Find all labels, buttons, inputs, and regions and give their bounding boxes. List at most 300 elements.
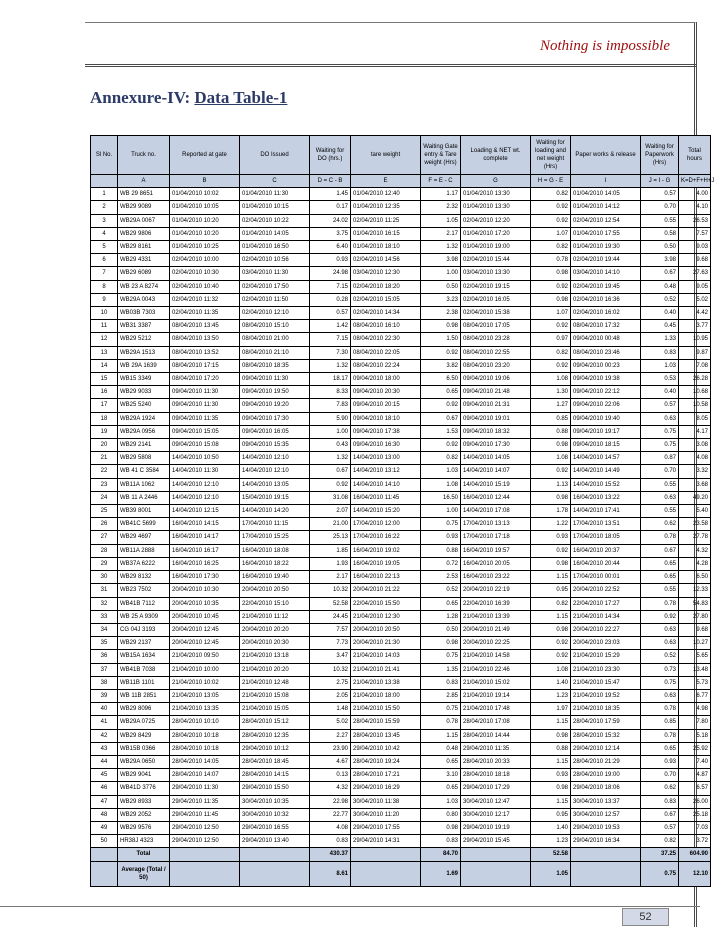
table-cell: 30/04/2010 12:17 — [461, 808, 531, 821]
table-cell: 21/04/2010 19:14 — [461, 689, 531, 702]
table-cell: 0.70 — [641, 465, 679, 478]
table-cell: 28/04/2010 14:44 — [461, 729, 531, 742]
table-cell: 16/04/2010 16:25 — [170, 557, 240, 570]
table-cell: 24.02 — [310, 214, 351, 227]
table-cell: 0.92 — [421, 439, 461, 452]
table-cell: 02/04/2010 18:20 — [351, 280, 421, 293]
table-cell: 20/04/2010 21:30 — [351, 637, 421, 650]
table-cell: 09/04/2010 16:05 — [240, 425, 310, 438]
table-cell: 03/04/2010 11:30 — [240, 267, 310, 280]
annexure-prefix: Annexure-IV: — [90, 88, 191, 107]
table-cell: 0.92 — [531, 280, 571, 293]
table-cell: 20/04/2010 22:27 — [571, 623, 641, 636]
table-cell: 40 — [91, 703, 118, 716]
table-cell: WB41C 5699 — [118, 518, 170, 531]
table-cell: 08/04/2010 16:10 — [351, 320, 421, 333]
table-cell: 14/04/2010 14:57 — [571, 452, 641, 465]
table-cell: 01/04/2010 19:00 — [461, 241, 531, 254]
table-cell: 22/04/2010 16:39 — [461, 597, 531, 610]
table-cell: 21/04/2010 13:35 — [170, 703, 240, 716]
table-cell: 0.93 — [421, 531, 461, 544]
table-cell: 0.95 — [531, 808, 571, 821]
table-cell: 0.65 — [421, 386, 461, 399]
table-cell: 21/04/2010 13:18 — [240, 650, 310, 663]
table-cell: 16/04/2010 14:15 — [170, 518, 240, 531]
table-cell: 30/04/2010 10:35 — [240, 795, 310, 808]
table-cell: 6.57 — [679, 782, 711, 795]
table-cell: 0.55 — [641, 214, 679, 227]
table-cell: 28/04/2010 13:45 — [351, 729, 421, 742]
table-cell: 0.92 — [531, 650, 571, 663]
table-cell: 09/04/2010 19:38 — [571, 373, 641, 386]
table-cell: 08/04/2010 15:10 — [240, 320, 310, 333]
table-row — [91, 201, 711, 214]
table-cell: 21 — [91, 452, 118, 465]
average-h: 1.05 — [531, 861, 571, 886]
table-cell: WB15 3349 — [118, 373, 170, 386]
table-cell: 1.35 — [421, 663, 461, 676]
table-cell: 0.85 — [641, 716, 679, 729]
table-cell: 16/04/2010 20:05 — [461, 557, 531, 570]
table-cell: 5.18 — [679, 729, 711, 742]
table-cell: 1.33 — [641, 333, 679, 346]
table-cell: 0.45 — [641, 320, 679, 333]
table-cell: 09/04/2010 19:01 — [461, 412, 531, 425]
table-cell: WB41D 3776 — [118, 782, 170, 795]
table-cell: 0.70 — [641, 201, 679, 214]
table-cell: 08/04/2010 17:15 — [170, 359, 240, 372]
table-cell: WB25 5240 — [118, 399, 170, 412]
table-cell: 08/04/2010 22:05 — [351, 346, 421, 359]
table-cell: 6.50 — [679, 571, 711, 584]
table-cell: 29/04/2010 10:12 — [240, 742, 310, 755]
table-cell: 2.17 — [310, 571, 351, 584]
table-cell: WB29 4697 — [118, 531, 170, 544]
formula-cell: E — [351, 175, 421, 188]
table-cell: 09/04/2010 19:50 — [240, 386, 310, 399]
table-cell: 0.55 — [641, 584, 679, 597]
table-cell: 29/04/2010 12:14 — [571, 742, 641, 755]
table-cell: 0.63 — [641, 623, 679, 636]
table-cell: 10.32 — [310, 584, 351, 597]
table-cell: 0.62 — [641, 782, 679, 795]
table-cell: 21/04/2010 21:41 — [351, 663, 421, 676]
table-cell: 44 — [91, 755, 118, 768]
table-cell: 1.27 — [531, 399, 571, 412]
table-cell: 3.82 — [421, 359, 461, 372]
table-cell: 1.08 — [531, 663, 571, 676]
table-cell: WB29 2141 — [118, 439, 170, 452]
table-cell: 14/04/2010 17:41 — [571, 505, 641, 518]
table-cell: 08/04/2010 13:52 — [170, 346, 240, 359]
table-cell: 21/04/2010 14:34 — [571, 610, 641, 623]
table-cell: 4.98 — [679, 703, 711, 716]
table-cell: 20/04/2010 10:30 — [170, 584, 240, 597]
table-cell: 1.08 — [531, 452, 571, 465]
table-cell: WB03B 7303 — [118, 307, 170, 320]
table-cell: 36 — [91, 650, 118, 663]
table-cell: WB29 8161 — [118, 241, 170, 254]
table-cell: HR38J 4323 — [118, 835, 170, 848]
table-cell: 4.32 — [310, 782, 351, 795]
table-cell: 0.78 — [641, 703, 679, 716]
table-cell: 16/04/2010 17:30 — [170, 571, 240, 584]
table-cell: 4.00 — [679, 188, 711, 201]
table-cell: 6 — [91, 254, 118, 267]
table-cell: 21/04/2010 13:39 — [461, 610, 531, 623]
table-cell: WB11A 2888 — [118, 544, 170, 557]
table-cell: 11 — [91, 320, 118, 333]
table-row — [91, 214, 711, 227]
table-cell: 0.98 — [531, 623, 571, 636]
table-cell: 0.70 — [641, 769, 679, 782]
table-cell: 27 — [91, 531, 118, 544]
table-cell: 20/04/2010 10:35 — [170, 597, 240, 610]
table-cell: 08/04/2010 23:20 — [461, 359, 531, 372]
table-cell: 14/04/2010 15:19 — [461, 478, 531, 491]
formula-cell: D = C - B — [310, 175, 351, 188]
table-cell: 4.17 — [679, 425, 711, 438]
table-cell: 02/04/2010 11:32 — [170, 293, 240, 306]
table-cell: 09/04/2010 17:38 — [351, 425, 421, 438]
average-f: 1.69 — [421, 861, 461, 886]
table-cell: 1.32 — [310, 359, 351, 372]
table-row — [91, 478, 711, 491]
table-cell: 0.67 — [310, 465, 351, 478]
table-cell: WB39 8001 — [118, 505, 170, 518]
table-cell: 23.90 — [310, 742, 351, 755]
table-cell: 43 — [91, 742, 118, 755]
table-cell: 28/04/2010 19:00 — [571, 769, 641, 782]
table-cell: 0.92 — [641, 610, 679, 623]
table-row — [91, 782, 711, 795]
table-cell: 21/04/2010 12:30 — [351, 610, 421, 623]
table-cell: 29/04/2010 19:19 — [461, 821, 531, 834]
table-cell: 02/04/2010 16:36 — [571, 293, 641, 306]
table-cell: 1.93 — [310, 557, 351, 570]
table-cell: 16/04/2010 19:57 — [461, 544, 531, 557]
table-cell: 0.82 — [531, 241, 571, 254]
table-cell: 2.53 — [421, 571, 461, 584]
table-row — [91, 676, 711, 689]
table-cell: 20/04/2010 20:50 — [240, 584, 310, 597]
total-k: 604.90 — [679, 848, 711, 861]
table-cell: 4.28 — [679, 557, 711, 570]
table-cell: 7.40 — [679, 755, 711, 768]
table-cell: 21/04/2010 18:00 — [351, 689, 421, 702]
table-cell: 10.95 — [679, 333, 711, 346]
table-cell: 08/04/2010 13:50 — [170, 333, 240, 346]
formula-row — [91, 175, 711, 188]
table-cell: 21/04/2010 17:48 — [461, 703, 531, 716]
table-row — [91, 227, 711, 240]
table-cell: 17/04/2010 15:25 — [240, 531, 310, 544]
table-cell: 29/04/2010 15:45 — [461, 835, 531, 848]
table-cell: 4.42 — [679, 307, 711, 320]
table-cell: 5.02 — [310, 716, 351, 729]
table-cell: 09/04/2010 22:12 — [571, 386, 641, 399]
table-cell: 20/04/2010 22:52 — [571, 584, 641, 597]
table-row — [91, 584, 711, 597]
table-cell: 0.78 — [641, 729, 679, 742]
table-cell: 0.98 — [531, 557, 571, 570]
table-row — [91, 703, 711, 716]
table-cell: WB 23 A 8274 — [118, 280, 170, 293]
table-cell: 2.38 — [421, 307, 461, 320]
table-row — [91, 439, 711, 452]
table-cell: 28/04/2010 15:59 — [351, 716, 421, 729]
table-cell: 12.33 — [679, 584, 711, 597]
table-cell: 28/04/2010 17:08 — [461, 716, 531, 729]
table-cell: 42 — [91, 729, 118, 742]
table-cell: 0.93 — [531, 769, 571, 782]
table-cell: 17/04/2010 18:05 — [571, 531, 641, 544]
table-cell: 0.63 — [641, 412, 679, 425]
table-cell: 16/04/2010 20:37 — [571, 544, 641, 557]
table-cell: 08/04/2010 17:32 — [571, 320, 641, 333]
table-cell: 02/04/2010 12:54 — [571, 214, 641, 227]
table-cell: 0.48 — [641, 280, 679, 293]
table-cell: 20/04/2010 23:03 — [571, 637, 641, 650]
table-cell: 09/04/2010 21:31 — [461, 399, 531, 412]
table-cell: 03/04/2010 12:30 — [351, 267, 421, 280]
table-cell: 0.52 — [641, 650, 679, 663]
table-cell: 27.78 — [679, 531, 711, 544]
table-cell: 0.75 — [641, 439, 679, 452]
table-cell: WB23 7502 — [118, 584, 170, 597]
table-cell: 09/04/2010 00:23 — [571, 359, 641, 372]
table-cell: 1.22 — [531, 518, 571, 531]
table-row — [91, 531, 711, 544]
table-cell: WB 11B 2851 — [118, 689, 170, 702]
table-cell: 17/04/2010 17:18 — [461, 531, 531, 544]
table-cell: 21/04/2010 09:50 — [170, 650, 240, 663]
table-cell: 0.80 — [421, 808, 461, 821]
table-cell: 29/04/2010 12:50 — [170, 821, 240, 834]
table-cell: 0.67 — [641, 544, 679, 557]
table-cell: 4 — [91, 227, 118, 240]
table-cell: 21/04/2010 15:47 — [571, 676, 641, 689]
table-row — [91, 821, 711, 834]
table-cell: 0.28 — [310, 293, 351, 306]
table-cell: 46 — [91, 782, 118, 795]
table-cell: 02/04/2010 12:20 — [461, 214, 531, 227]
table-cell: 4.87 — [679, 769, 711, 782]
table-cell: WB29 8933 — [118, 795, 170, 808]
table-cell: 22/04/2010 15:10 — [240, 597, 310, 610]
table-cell: 01/04/2010 13:30 — [461, 201, 531, 214]
table-cell: 14 — [91, 359, 118, 372]
table-row — [91, 280, 711, 293]
table-cell: 02/04/2010 10:40 — [170, 280, 240, 293]
table-cell: 02/04/2010 19:15 — [461, 280, 531, 293]
table-cell: 10 — [91, 307, 118, 320]
table-cell: 5.65 — [679, 650, 711, 663]
table-cell: 24 — [91, 491, 118, 504]
table-cell: 1.30 — [531, 386, 571, 399]
table-cell: 29/04/2010 11:30 — [170, 782, 240, 795]
table-cell: 0.65 — [641, 557, 679, 570]
table-cell: WB29 9806 — [118, 227, 170, 240]
table-cell: 16/04/2010 14:17 — [170, 531, 240, 544]
table-cell: 01/04/2010 12:35 — [351, 201, 421, 214]
table-cell: 10.68 — [679, 386, 711, 399]
table-cell: 16 — [91, 386, 118, 399]
table-cell: 14/04/2010 15:20 — [351, 505, 421, 518]
table-cell: 1.28 — [421, 610, 461, 623]
table-cell: 17/04/2010 11:15 — [240, 518, 310, 531]
table-cell: 09/04/2010 22:06 — [571, 399, 641, 412]
table-row — [91, 729, 711, 742]
average-j: 0.75 — [641, 861, 679, 886]
table-cell: 0.52 — [641, 293, 679, 306]
table-cell: 10.27 — [679, 637, 711, 650]
table-cell: 4.10 — [679, 201, 711, 214]
table-cell: 09/04/2010 19:17 — [571, 425, 641, 438]
table-cell: 0.95 — [531, 584, 571, 597]
table-cell: 1.00 — [421, 267, 461, 280]
table-cell: 22.98 — [310, 795, 351, 808]
table-cell: 02/04/2010 12:10 — [240, 307, 310, 320]
table-cell: 08/04/2010 21:10 — [240, 346, 310, 359]
table-cell: 0.65 — [421, 755, 461, 768]
table-cell: 08/04/2010 21:00 — [240, 333, 310, 346]
table-cell: 08/04/2010 22:30 — [351, 333, 421, 346]
table-cell: WB29 5212 — [118, 333, 170, 346]
table-cell: 9.03 — [679, 241, 711, 254]
formula-cell: B — [170, 175, 240, 188]
table-cell: 0.75 — [421, 650, 461, 663]
table-cell: 14/04/2010 11:30 — [170, 465, 240, 478]
table-cell: 1.13 — [531, 478, 571, 491]
table-cell: 0.55 — [641, 505, 679, 518]
table-cell: 29/04/2010 17:29 — [461, 782, 531, 795]
table-cell: 21/04/2010 13:38 — [351, 676, 421, 689]
table-row — [91, 610, 711, 623]
formula-cell: I — [571, 175, 641, 188]
table-row — [91, 663, 711, 676]
table-cell: 17/04/2010 12:00 — [351, 518, 421, 531]
table-cell: 09/04/2010 11:30 — [170, 386, 240, 399]
table-cell: WB29 9576 — [118, 821, 170, 834]
table-cell: 8.05 — [679, 412, 711, 425]
table-cell: 1.32 — [421, 241, 461, 254]
col-header: Waiting Gate entry & Tare weight (Hrs) — [421, 136, 461, 175]
table-cell: 7.83 — [310, 399, 351, 412]
table-cell: 0.78 — [641, 597, 679, 610]
table-cell: 0.83 — [641, 795, 679, 808]
table-cell: 1.78 — [531, 505, 571, 518]
table-cell: 50 — [91, 835, 118, 848]
table-cell: 29/04/2010 16:34 — [571, 835, 641, 848]
table-row — [91, 399, 711, 412]
table-cell: 29/04/2010 14:31 — [351, 835, 421, 848]
table-cell: 49.20 — [679, 491, 711, 504]
table-row — [91, 267, 711, 280]
table-cell: 3.47 — [310, 650, 351, 663]
table-cell: 0.82 — [531, 188, 571, 201]
table-cell: 26.28 — [679, 373, 711, 386]
table-cell: 0.67 — [421, 412, 461, 425]
table-cell: 28/04/2010 15:12 — [240, 716, 310, 729]
table-row — [91, 623, 711, 636]
table-cell: 25.92 — [679, 742, 711, 755]
table-cell: 19 — [91, 425, 118, 438]
table-cell: 08/04/2010 18:35 — [240, 359, 310, 372]
table-row — [91, 571, 711, 584]
table-cell: 38 — [91, 676, 118, 689]
table-cell: 09/04/2010 19:06 — [461, 373, 531, 386]
table-cell: 0.50 — [421, 280, 461, 293]
table-cell: 1.42 — [310, 320, 351, 333]
table-cell: 16/04/2010 18:08 — [240, 544, 310, 557]
table-cell: 21/04/2010 22:46 — [461, 663, 531, 676]
table-cell: 3.10 — [421, 769, 461, 782]
table-cell: 1.08 — [531, 373, 571, 386]
formula-cell: F = E - C — [421, 175, 461, 188]
table-cell: 09/04/2010 19:40 — [571, 412, 641, 425]
table-cell: WB 29A 1639 — [118, 359, 170, 372]
table-cell: 0.82 — [421, 452, 461, 465]
table-cell: 6.40 — [310, 241, 351, 254]
table-row — [91, 795, 711, 808]
table-cell: 01/04/2010 11:30 — [240, 188, 310, 201]
col-header: Waiting for Paperwork (Hrs) — [641, 136, 679, 175]
table-cell: 08/04/2010 13:45 — [170, 320, 240, 333]
table-cell: 0.92 — [421, 399, 461, 412]
table-row — [91, 742, 711, 755]
table-cell: 02/04/2010 14:56 — [351, 254, 421, 267]
table-row — [91, 650, 711, 663]
table-cell: 0.92 — [531, 359, 571, 372]
formula-cell: H = G - E — [531, 175, 571, 188]
table-cell: 21/04/2010 18:35 — [571, 703, 641, 716]
table-cell: 15/04/2010 19:15 — [240, 491, 310, 504]
table-cell: 1.15 — [531, 610, 571, 623]
table-cell: 0.55 — [641, 478, 679, 491]
table-cell: WB29 6089 — [118, 267, 170, 280]
table-row — [91, 373, 711, 386]
table-cell: WB15B 0366 — [118, 742, 170, 755]
table-cell: 35 — [91, 637, 118, 650]
table-cell: 30/04/2010 12:47 — [461, 795, 531, 808]
table-cell: 1.00 — [310, 425, 351, 438]
table-cell: 01/04/2010 19:30 — [571, 241, 641, 254]
table-cell: 0.83 — [641, 346, 679, 359]
table-cell: 0.98 — [531, 293, 571, 306]
table-cell: 01/04/2010 12:40 — [351, 188, 421, 201]
table-row — [91, 835, 711, 848]
table-cell: WB29A 0956 — [118, 425, 170, 438]
table-cell: 0.83 — [421, 835, 461, 848]
table-cell: 0.98 — [421, 320, 461, 333]
table-cell: 10.32 — [310, 663, 351, 676]
table-cell: 7.30 — [310, 346, 351, 359]
table-cell: 0.92 — [531, 320, 571, 333]
table-cell: 2.32 — [421, 201, 461, 214]
table-cell: 09/04/2010 18:32 — [461, 425, 531, 438]
table-cell: 0.40 — [641, 307, 679, 320]
total-f: 84.70 — [421, 848, 461, 861]
table-cell: 28/04/2010 18:45 — [240, 755, 310, 768]
table-row — [91, 544, 711, 557]
table-cell: 14/04/2010 14:05 — [461, 452, 531, 465]
table-row — [91, 637, 711, 650]
table-cell: 20/04/2010 20:20 — [240, 623, 310, 636]
table-cell: 45 — [91, 769, 118, 782]
table-cell: 0.73 — [641, 663, 679, 676]
table-cell: 0.65 — [421, 782, 461, 795]
